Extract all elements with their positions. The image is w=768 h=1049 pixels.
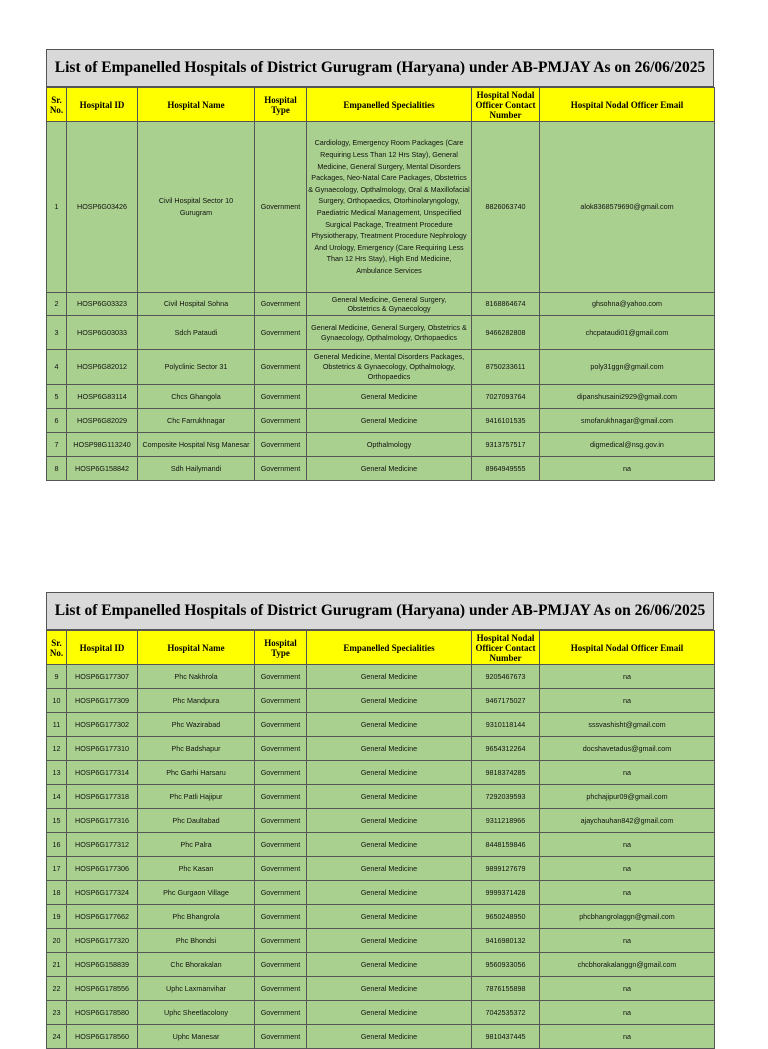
table-row — [47, 689, 715, 713]
cell-sr-no: 15 — [47, 809, 67, 833]
cell-hospital-type: Government — [255, 409, 307, 433]
table-row — [47, 293, 715, 316]
cell-hospital-id: HOSP98G113240 — [67, 433, 138, 457]
cell-email: smofarukhnagar@gmail.com — [540, 409, 715, 433]
cell-hospital-id: HOSP6G158842 — [67, 457, 138, 481]
table-row — [47, 316, 715, 350]
cell-specialities: General Medicine, Mental Disorders Packages, Obstetrics & Gynaecology, Opthalmology, Orthopaedics — [307, 350, 472, 385]
cell-contact-number: 9416980132 — [472, 929, 540, 953]
cell-specialities: General Medicine — [307, 457, 472, 481]
table-row — [47, 905, 715, 929]
table-row — [47, 1001, 715, 1025]
table-row — [47, 761, 715, 785]
table-row — [47, 122, 715, 293]
cell-specialities: General Medicine — [307, 809, 472, 833]
cell-contact-number: 9205467673 — [472, 665, 540, 689]
cell-specialities: General Medicine, General Surgery, Obstetrics & Gynaecology, Opthalmology, Orthopaedics — [307, 316, 472, 350]
cell-hospital-type: Government — [255, 953, 307, 977]
cell-hospital-id: HOSP6G177320 — [67, 929, 138, 953]
cell-sr-no: 11 — [47, 713, 67, 737]
cell-sr-no: 3 — [47, 316, 67, 350]
cell-hospital-name: Uphc Sheetlacolony — [138, 1001, 255, 1025]
cell-specialities: General Medicine — [307, 689, 472, 713]
cell-specialities: General Medicine — [307, 385, 472, 409]
header-contact-number: Hospital Nodal Officer Contact Number — [472, 88, 540, 122]
cell-email: na — [540, 1025, 715, 1049]
cell-hospital-type: Government — [255, 761, 307, 785]
cell-hospital-type: Government — [255, 433, 307, 457]
cell-email: na — [540, 929, 715, 953]
header-specialities: Empanelled Specialities — [307, 88, 472, 122]
table-row — [47, 809, 715, 833]
cell-email: na — [540, 689, 715, 713]
header-row — [47, 631, 715, 665]
table-row — [47, 433, 715, 457]
cell-hospital-name: Phc Garhi Harsaru — [138, 761, 255, 785]
cell-hospital-name: Chcs Ghangola — [138, 385, 255, 409]
cell-email: docshavetadus@gmail.com — [540, 737, 715, 761]
cell-hospital-id: HOSP6G177312 — [67, 833, 138, 857]
cell-hospital-type: Government — [255, 1025, 307, 1049]
cell-hospital-name: Phc Gurgaon Village — [138, 881, 255, 905]
table-row — [47, 713, 715, 737]
cell-hospital-name: Phc Badshapur — [138, 737, 255, 761]
cell-contact-number: 7042535372 — [472, 1001, 540, 1025]
cell-hospital-id: HOSP6G177309 — [67, 689, 138, 713]
header-email: Hospital Nodal Officer Email — [540, 631, 715, 665]
cell-hospital-id: HOSP6G158839 — [67, 953, 138, 977]
cell-hospital-name: Uphc Laxmanvihar — [138, 977, 255, 1001]
cell-hospital-name: Phc Patli Hajipur — [138, 785, 255, 809]
cell-sr-no: 8 — [47, 457, 67, 481]
cell-hospital-name: Civil Hospital Sohna — [138, 293, 255, 316]
cell-hospital-type: Government — [255, 350, 307, 385]
table-row — [47, 737, 715, 761]
cell-hospital-id: HOSP6G178556 — [67, 977, 138, 1001]
cell-hospital-id: HOSP6G177302 — [67, 713, 138, 737]
cell-sr-no: 10 — [47, 689, 67, 713]
cell-sr-no: 2 — [47, 293, 67, 316]
cell-contact-number: 9467175027 — [472, 689, 540, 713]
header-sr-no: Sr. No. — [47, 631, 67, 665]
cell-email: phcbhangrolaggn@gmail.com — [540, 905, 715, 929]
cell-hospital-type: Government — [255, 293, 307, 316]
cell-hospital-name: Sdch Pataudi — [138, 316, 255, 350]
hospital-table-2 — [46, 630, 715, 1049]
cell-hospital-id: HOSP6G177324 — [67, 881, 138, 905]
cell-email: na — [540, 857, 715, 881]
cell-specialities: General Medicine — [307, 929, 472, 953]
cell-hospital-type: Government — [255, 785, 307, 809]
cell-contact-number: 7292039593 — [472, 785, 540, 809]
cell-hospital-name: Civil Hospital Sector 10 Gurugram — [138, 122, 255, 293]
cell-hospital-id: HOSP6G82029 — [67, 409, 138, 433]
cell-sr-no: 9 — [47, 665, 67, 689]
cell-hospital-id: HOSP6G82012 — [67, 350, 138, 385]
cell-email: phchajipur09@gmail.com — [540, 785, 715, 809]
cell-sr-no: 14 — [47, 785, 67, 809]
cell-hospital-id: HOSP6G177318 — [67, 785, 138, 809]
cell-specialities: General Medicine — [307, 737, 472, 761]
cell-hospital-type: Government — [255, 977, 307, 1001]
cell-contact-number: 8750233611 — [472, 350, 540, 385]
cell-hospital-name: Sdh Hailymandi — [138, 457, 255, 481]
cell-sr-no: 21 — [47, 953, 67, 977]
cell-email: sssvashisht@gmail.com — [540, 713, 715, 737]
cell-contact-number: 9818374285 — [472, 761, 540, 785]
sheet-title: List of Empanelled Hospitals of District Gurugram (Haryana) under AB-PMJAY As on 26/06/2025 — [46, 49, 714, 87]
cell-hospital-name: Phc Kasan — [138, 857, 255, 881]
cell-specialities: General Medicine — [307, 1001, 472, 1025]
cell-sr-no: 22 — [47, 977, 67, 1001]
cell-specialities: General Medicine — [307, 905, 472, 929]
cell-contact-number: 8168864674 — [472, 293, 540, 316]
cell-specialities: General Medicine — [307, 977, 472, 1001]
cell-specialities: General Medicine — [307, 833, 472, 857]
header-hospital-name: Hospital Name — [138, 631, 255, 665]
cell-email: na — [540, 977, 715, 1001]
cell-hospital-name: Polyclinic Sector 31 — [138, 350, 255, 385]
cell-sr-no: 13 — [47, 761, 67, 785]
table-row — [47, 665, 715, 689]
table-row — [47, 457, 715, 481]
cell-contact-number: 9560933056 — [472, 953, 540, 977]
table-row — [47, 977, 715, 1001]
cell-hospital-type: Government — [255, 385, 307, 409]
cell-hospital-name: Phc Bhangrola — [138, 905, 255, 929]
cell-hospital-name: Phc Daultabad — [138, 809, 255, 833]
table-row — [47, 785, 715, 809]
header-hospital-type: Hospital Type — [255, 88, 307, 122]
header-hospital-id: Hospital ID — [67, 88, 138, 122]
cell-hospital-id: HOSP6G03323 — [67, 293, 138, 316]
cell-contact-number: 9654312264 — [472, 737, 540, 761]
cell-specialities: General Medicine — [307, 665, 472, 689]
cell-sr-no: 12 — [47, 737, 67, 761]
cell-hospital-type: Government — [255, 809, 307, 833]
cell-hospital-id: HOSP6G177314 — [67, 761, 138, 785]
cell-hospital-id: HOSP6G83114 — [67, 385, 138, 409]
cell-contact-number: 9650248950 — [472, 905, 540, 929]
table-row — [47, 929, 715, 953]
cell-hospital-id: HOSP6G03426 — [67, 122, 138, 293]
cell-hospital-type: Government — [255, 881, 307, 905]
table-row — [47, 857, 715, 881]
cell-specialities: General Medicine — [307, 785, 472, 809]
cell-hospital-type: Government — [255, 737, 307, 761]
cell-hospital-name: Phc Palra — [138, 833, 255, 857]
cell-sr-no: 17 — [47, 857, 67, 881]
cell-hospital-name: Phc Mandpura — [138, 689, 255, 713]
cell-contact-number: 9310118144 — [472, 713, 540, 737]
cell-specialities: General Medicine — [307, 761, 472, 785]
table-row — [47, 1025, 715, 1049]
cell-contact-number: 9416101535 — [472, 409, 540, 433]
cell-specialities: General Medicine — [307, 713, 472, 737]
cell-hospital-name: Phc Bhondsi — [138, 929, 255, 953]
cell-email: dipanshusaini2929@gmail.com — [540, 385, 715, 409]
table-row — [47, 385, 715, 409]
cell-sr-no: 20 — [47, 929, 67, 953]
cell-hospital-id: HOSP6G177306 — [67, 857, 138, 881]
cell-specialities: General Medicine — [307, 1025, 472, 1049]
header-sr-no: Sr. No. — [47, 88, 67, 122]
cell-hospital-type: Government — [255, 122, 307, 293]
cell-contact-number: 8826063740 — [472, 122, 540, 293]
cell-contact-number: 9899127679 — [472, 857, 540, 881]
cell-sr-no: 24 — [47, 1025, 67, 1049]
cell-specialities: General Medicine — [307, 857, 472, 881]
header-contact-number: Hospital Nodal Officer Contact Number — [472, 631, 540, 665]
cell-hospital-id: HOSP6G177307 — [67, 665, 138, 689]
cell-email: na — [540, 881, 715, 905]
table-row — [47, 953, 715, 977]
cell-sr-no: 18 — [47, 881, 67, 905]
cell-hospital-name: Composite Hospital Nsg Manesar — [138, 433, 255, 457]
cell-hospital-type: Government — [255, 689, 307, 713]
cell-sr-no: 23 — [47, 1001, 67, 1025]
cell-hospital-id: HOSP6G03033 — [67, 316, 138, 350]
cell-sr-no: 5 — [47, 385, 67, 409]
cell-sr-no: 16 — [47, 833, 67, 857]
cell-specialities: General Medicine — [307, 953, 472, 977]
cell-hospital-type: Government — [255, 857, 307, 881]
header-hospital-name: Hospital Name — [138, 88, 255, 122]
cell-sr-no: 1 — [47, 122, 67, 293]
cell-hospital-name: Uphc Manesar — [138, 1025, 255, 1049]
table-body-1 — [47, 122, 715, 481]
cell-email: na — [540, 833, 715, 857]
hospital-table-1 — [46, 87, 715, 481]
cell-hospital-type: Government — [255, 929, 307, 953]
cell-hospital-type: Government — [255, 713, 307, 737]
header-hospital-id: Hospital ID — [67, 631, 138, 665]
cell-specialities: Cardiology, Emergency Room Packages (Care Requiring Less Than 12 Hrs Stay), General Medicine, General Surgery, Mental Disorders Packages, Neo-Natal Care Packages, Obstetrics & Gynaecology, Opthalmology, Oral & Maxillofacial Surgery, Orthopaedics, Otorhinolaryngology, Paediatric Medical Management, Unspecified Surgical Package, Treatment Procedure Physiotherapy, Treatment Procedure Nephrology And Urology, Emergency (Care Requiring Less Than 12 Hrs Stay), High End Medicine, Ambulance Services — [307, 122, 472, 293]
cell-hospital-id: HOSP6G178560 — [67, 1025, 138, 1049]
header-specialities: Empanelled Specialities — [307, 631, 472, 665]
cell-contact-number: 9466282808 — [472, 316, 540, 350]
cell-email: alok8368579690@gmail.com — [540, 122, 715, 293]
cell-hospital-type: Government — [255, 905, 307, 929]
cell-contact-number: 7027093764 — [472, 385, 540, 409]
cell-hospital-type: Government — [255, 833, 307, 857]
cell-hospital-name: Phc Wazirabad — [138, 713, 255, 737]
cell-sr-no: 4 — [47, 350, 67, 385]
cell-email: ajaychauhan842@gmail.com — [540, 809, 715, 833]
cell-contact-number: 7876155898 — [472, 977, 540, 1001]
cell-email: na — [540, 457, 715, 481]
cell-hospital-type: Government — [255, 457, 307, 481]
cell-contact-number: 9810437445 — [472, 1025, 540, 1049]
cell-hospital-id: HOSP6G177316 — [67, 809, 138, 833]
cell-contact-number: 9313757517 — [472, 433, 540, 457]
cell-contact-number: 8964949555 — [472, 457, 540, 481]
cell-hospital-id: HOSP6G177310 — [67, 737, 138, 761]
cell-sr-no: 19 — [47, 905, 67, 929]
cell-email: poly31ggn@gmail.com — [540, 350, 715, 385]
hospital-list-sheet-1 — [46, 49, 714, 481]
cell-sr-no: 6 — [47, 409, 67, 433]
table-row — [47, 881, 715, 905]
hospital-list-sheet-2 — [46, 592, 714, 1049]
table-row — [47, 350, 715, 385]
cell-email: ghsohna@yahoo.com — [540, 293, 715, 316]
header-hospital-type: Hospital Type — [255, 631, 307, 665]
cell-hospital-name: Chc Bhorakalan — [138, 953, 255, 977]
cell-specialities: General Medicine — [307, 881, 472, 905]
cell-hospital-type: Government — [255, 1001, 307, 1025]
header-row — [47, 88, 715, 122]
cell-sr-no: 7 — [47, 433, 67, 457]
table-row — [47, 833, 715, 857]
table-body-2 — [47, 665, 715, 1049]
cell-email: chcbhorakalanggn@gmail.com — [540, 953, 715, 977]
cell-hospital-type: Government — [255, 316, 307, 350]
cell-contact-number: 9311218966 — [472, 809, 540, 833]
cell-email: na — [540, 1001, 715, 1025]
cell-contact-number: 9999371428 — [472, 881, 540, 905]
cell-specialities: General Medicine, General Surgery, Obstetrics & Gynaecology — [307, 293, 472, 316]
cell-hospital-name: Phc Nakhrola — [138, 665, 255, 689]
sheet-title: List of Empanelled Hospitals of District Gurugram (Haryana) under AB-PMJAY As on 26/06/2025 — [46, 592, 714, 630]
cell-email: na — [540, 761, 715, 785]
cell-specialities: General Medicine — [307, 409, 472, 433]
table-row — [47, 409, 715, 433]
cell-email: chcpataudi01@gmail.com — [540, 316, 715, 350]
header-email: Hospital Nodal Officer Email — [540, 88, 715, 122]
cell-email: na — [540, 665, 715, 689]
cell-email: digmedical@nsg.gov.in — [540, 433, 715, 457]
cell-specialities: Opthalmology — [307, 433, 472, 457]
cell-hospital-id: HOSP6G178580 — [67, 1001, 138, 1025]
cell-hospital-id: HOSP6G177662 — [67, 905, 138, 929]
cell-hospital-type: Government — [255, 665, 307, 689]
cell-hospital-name: Chc Farrukhnagar — [138, 409, 255, 433]
cell-contact-number: 8448159846 — [472, 833, 540, 857]
